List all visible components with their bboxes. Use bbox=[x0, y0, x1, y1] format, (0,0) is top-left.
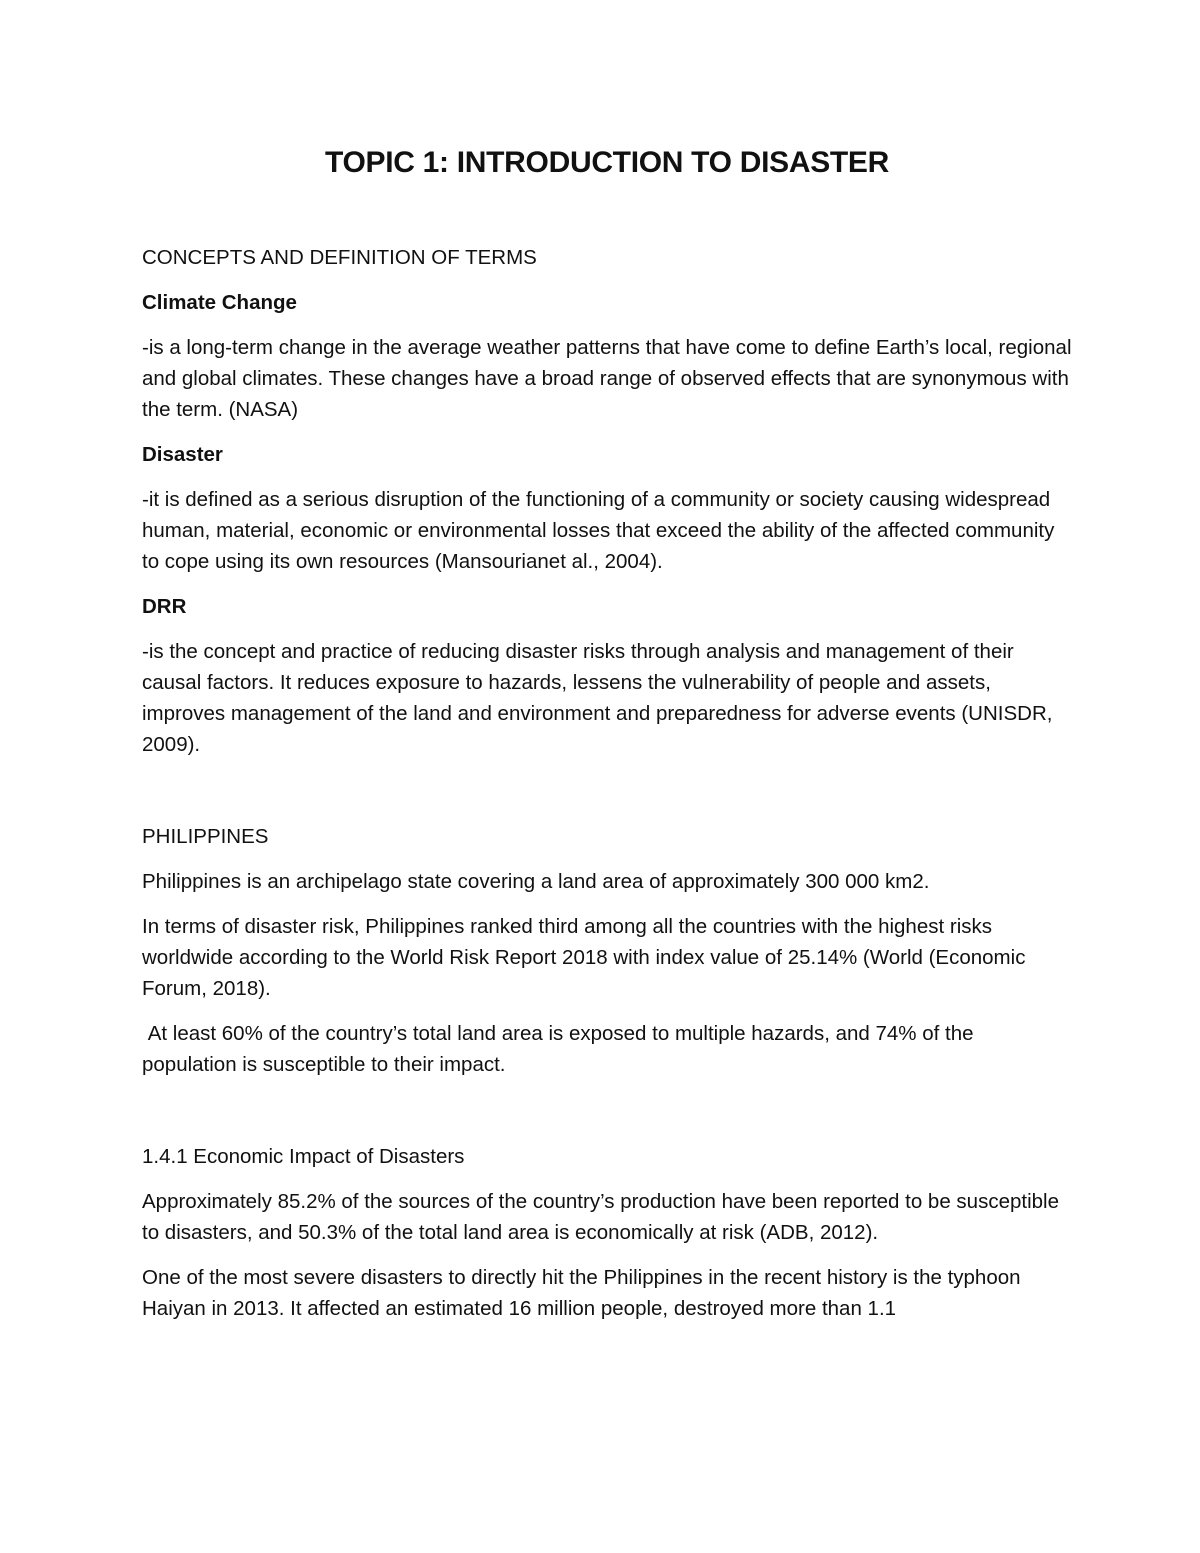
term-disaster: Disaster bbox=[142, 443, 223, 466]
section-heading-economic-impact: 1.4.1 Economic Impact of Disasters bbox=[142, 1145, 465, 1168]
definition-climate-change: -is a long-term change in the average weather patterns that have come to define Earth’s local, regional and global climates. These changes have a broad range of observed effects that are synonymous with the term. (NASA) bbox=[142, 336, 1072, 421]
spacer bbox=[142, 774, 1072, 821]
paragraph-philippines-area: Philippines is an archipelago state covering a land area of approximately 300 000 km2. bbox=[142, 870, 930, 893]
page-title: TOPIC 1: INTRODUCTION TO DISASTER bbox=[324, 146, 890, 179]
document-body bbox=[142, 140, 1072, 1338]
paragraph-philippines-hazards: At least 60% of the country’s total land area is exposed to multiple hazards, and 74% of the population is susceptible to their impact. bbox=[142, 1022, 980, 1076]
term-drr: DRR bbox=[142, 595, 187, 618]
paragraph-economic-susceptibility: Approximately 85.2% of the sources of the country’s production have been reported to be susceptible to disasters, and 50.3% of the total land area is economically at risk (ADB, 2012). bbox=[142, 1190, 1059, 1244]
definition-drr: -is the concept and practice of reducing disaster risks through analysis and management of their causal factors. It reduces exposure to hazards, lessens the vulnerability of people and assets, improves management of the land and environment and preparedness for adverse events (UNISDR, 2009). bbox=[142, 640, 1053, 756]
section-heading-philippines: PHILIPPINES bbox=[142, 825, 269, 848]
paragraph-philippines-risk: In terms of disaster risk, Philippines ranked third among all the countries with the highest risks worldwide according to the World Risk Report 2018 with index value of 25.14% (World (Economic Forum, 2018). bbox=[142, 915, 1026, 1000]
spacer bbox=[142, 1094, 1072, 1141]
section-heading-concepts: CONCEPTS AND DEFINITION OF TERMS bbox=[142, 246, 537, 269]
term-climate-change: Climate Change bbox=[142, 291, 297, 314]
paragraph-typhoon-haiyan: One of the most severe disasters to directly hit the Philippines in the recent history is the typhoon Haiyan in 2013. It affected an estimated 16 million people, destroyed more than 1.1 bbox=[142, 1266, 1021, 1320]
definition-disaster: -it is defined as a serious disruption of the functioning of a community or society causing widespread human, material, economic or environmental losses that exceed the ability of the affected community to cope using its own resources (Mansourianet al., 2004). bbox=[142, 488, 1055, 573]
